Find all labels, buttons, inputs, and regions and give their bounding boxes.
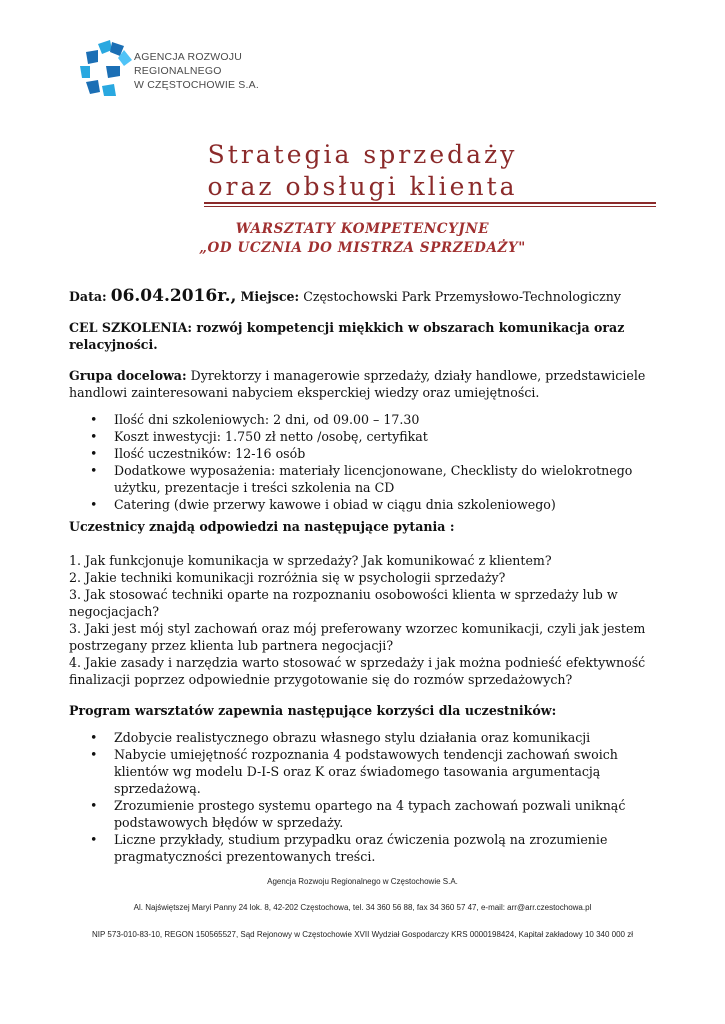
list-item: • Zrozumienie prostego systemu opartego na 4 typach zachowań pozwali uniknąć podstawowych błędów w sprzedaży.: [114, 797, 669, 831]
title-rule: [204, 202, 656, 204]
subtitle-line2: „OD UCZNIA DO MISTRZA SPRZEDAŻY": [199, 240, 526, 256]
list-item: 3. Jak stosować techniki oparte na rozpoznaniu osobowości klienta w sprzedaży lub w negocjacjach?: [69, 587, 618, 619]
list-item: • Koszt inwestycji: 1.750 zł netto /osobę, certyfikat: [114, 428, 669, 445]
org-name: [134, 50, 259, 92]
list-item: • Ilość uczestników: 12-16 osób: [114, 445, 669, 462]
org-name-line3: W CZĘSTOCHOWIE S.A.: [134, 79, 259, 91]
list-item: 4. Jakie zasady i narzędzia warto stosować w sprzedaży i jak można podnieść efektywność finalizacji poprzez odpowiednie przygotowanie się do rozmów sprzedażowych?: [69, 655, 646, 687]
questions-list: [69, 552, 669, 688]
list-item: 1. Jak funkcjonuje komunikacja w sprzedaży? Jak komunikować z klientem?: [69, 553, 552, 568]
footer-address: Al. Najświętszej Maryi Panny 24 lok. 8, 42-202 Częstochowa, tel. 34 360 56 88, fax 34 360 57 47, e-mail: arr@arr.czestochowa.pl: [133, 903, 592, 912]
date-value: 06.04.2016r.,: [110, 286, 237, 306]
place-value: Częstochowski Park Przemysłowo-Technologiczny: [303, 289, 622, 304]
list-item: 2. Jakie techniki komunikacji rozróżnia się w psychologii sprzedaży?: [69, 570, 506, 585]
place-label: Miejsce:: [240, 289, 300, 304]
title-line1: Strategia sprzedaży: [207, 140, 518, 169]
list-item: 3. Jaki jest mój styl zachowań oraz mój preferowany wzorzec komunikacji, czyli jak jestem postrzegany przez klienta lub partnera negocjacji?: [69, 621, 646, 653]
list-item: • Dodatkowe wyposażenia: materiały licencjonowane, Checklisty do wielokrotnego użytku, prezentacje i treści szkolenia na CD: [114, 462, 669, 496]
training-goal: CEL SZKOLENIA: rozwój kompetencji miękkich w obszarach komunikacja oraz relacyjności.: [69, 320, 625, 352]
list-item: • Zdobycie realistycznego obrazu własnego stylu działania oraz komunikacji: [114, 729, 669, 746]
benefits-heading: Program warsztatów zapewnia następujące korzyści dla uczestników:: [69, 703, 557, 718]
target-text: Dyrektorzy i managerowie sprzedaży, działy handlowe, przedstawiciele handlowi zainteresowani nabyciem eksperckiej wiedzy oraz umiejętności.: [69, 368, 646, 400]
title-rule-thin: [204, 206, 656, 207]
footer-company: Agencja Rozwoju Regionalnego w Częstochowie S.A.: [267, 877, 458, 886]
list-item: • Catering (dwie przerwy kawowe i obiad w ciągu dnia szkoleniowego): [114, 496, 669, 513]
footer-registry: NIP 573-010-83-10, REGON 150565527, Sąd Rejonowy w Częstochowie XVII Wydział Gospodarczy KRS 0000198424, Kapitał zakładowy 10 340 000 zł: [92, 930, 633, 939]
target-group: [69, 367, 669, 401]
benefits-list: [69, 729, 669, 865]
details-list: [69, 411, 669, 513]
org-name-line2: REGIONALNEGO: [134, 65, 222, 77]
target-label: Grupa docelowa:: [69, 368, 187, 383]
arr-logo-icon: [76, 38, 136, 98]
questions-heading: Uczestnicy znajdą odpowiedzi na następujące pytania :: [69, 519, 455, 534]
event-info: [69, 288, 669, 305]
date-label: Data:: [69, 289, 107, 304]
document-body: [69, 288, 669, 865]
org-name-line1: AGENCJA ROZWOJU: [134, 51, 243, 63]
title-line2: oraz obsługi klienta: [207, 172, 518, 201]
list-item: • Nabycie umiejętność rozpoznania 4 podstawowych tendencji zachowań swoich klientów wg modelu D-I-S oraz K oraz świadomego tasowania argumentacją sprzedażową.: [114, 746, 669, 797]
subtitle-line1: WARSZTATY KOMPETENCYJNE: [235, 221, 490, 237]
list-item: • Liczne przykłady, studium przypadku oraz ćwiczenia pozwolą na zrozumienie pragmatyczności prezentowanych treści.: [114, 831, 669, 865]
list-item: • Ilość dni szkoleniowych: 2 dni, od 09.00 – 17.30: [114, 411, 669, 428]
